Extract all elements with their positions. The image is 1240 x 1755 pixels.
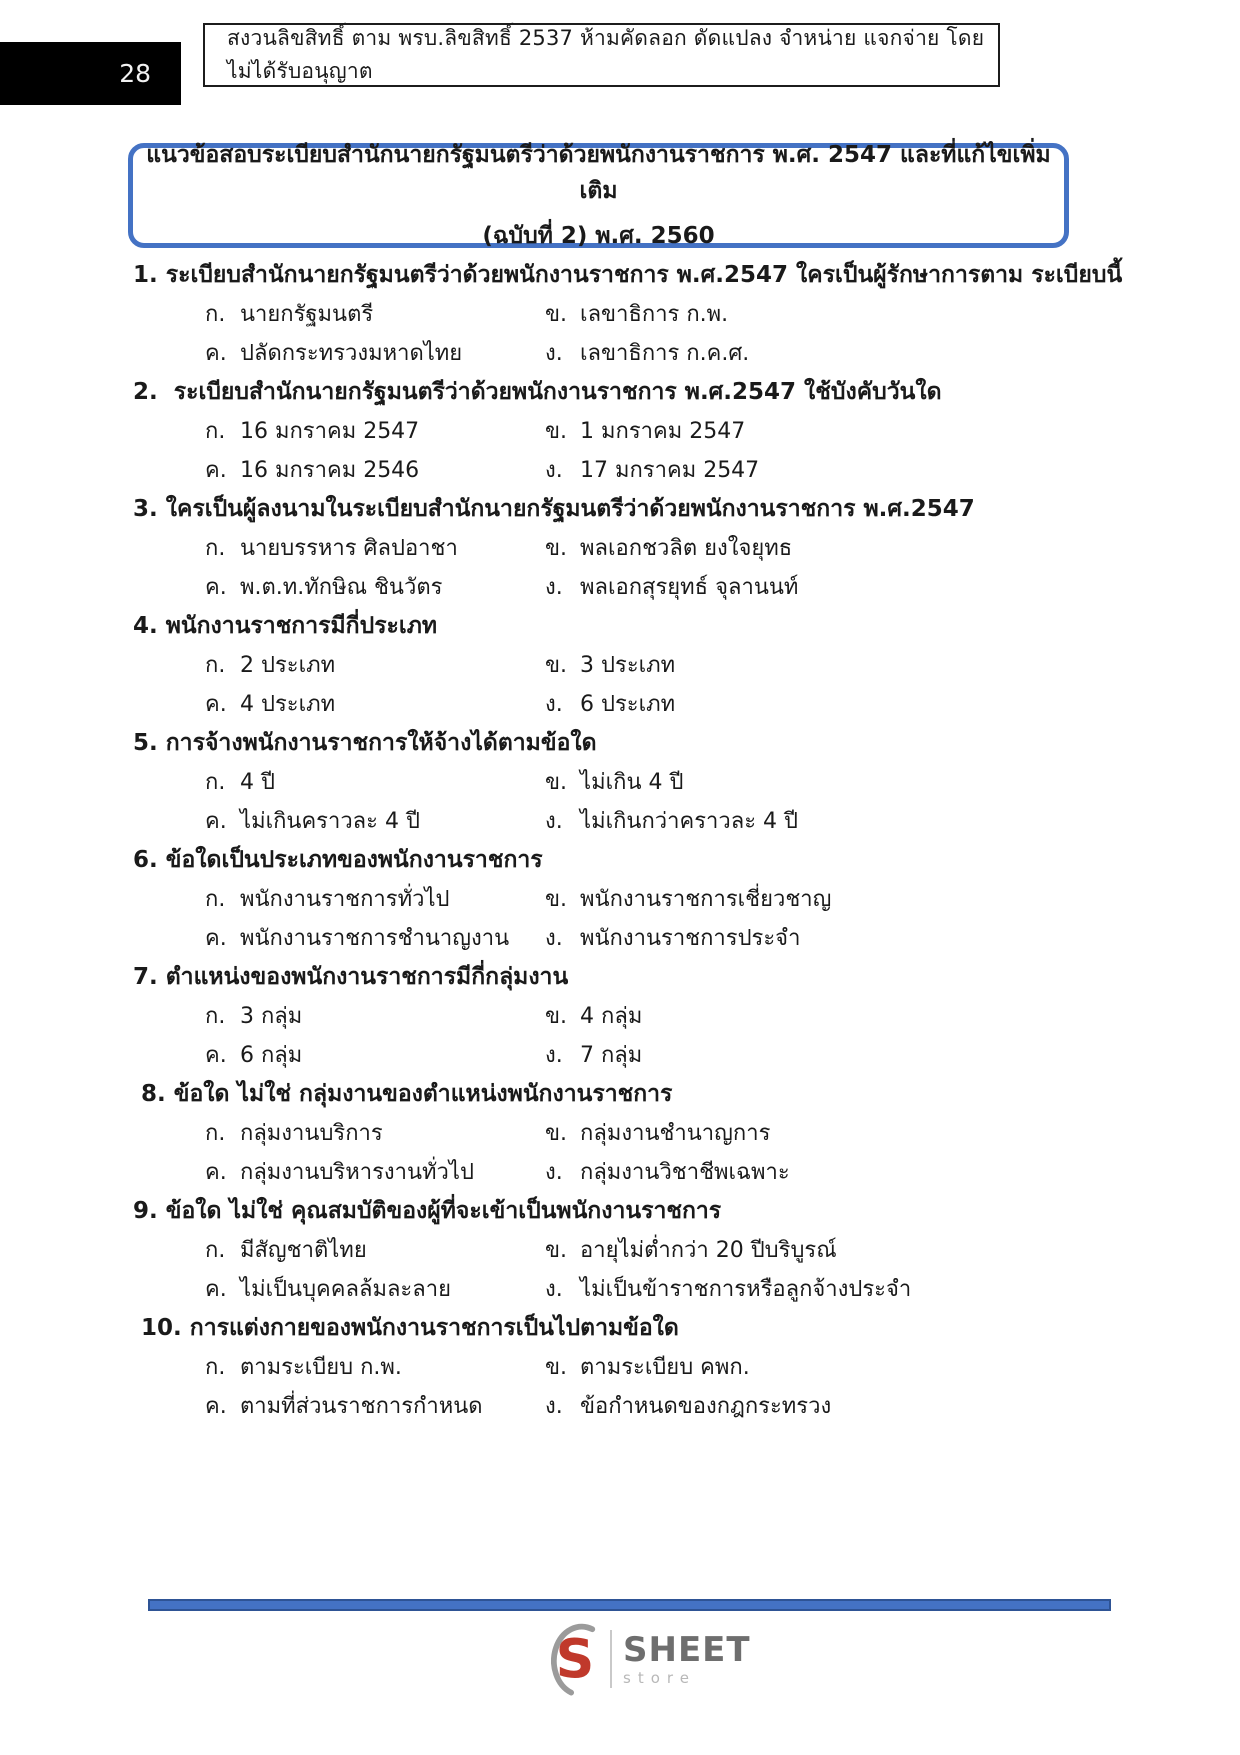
question-options <box>133 646 1128 724</box>
option-c <box>205 1387 545 1426</box>
option-c <box>205 1270 545 1309</box>
option-text: กลุ่มงานบริการ <box>240 1121 383 1146</box>
question-heading <box>133 256 1128 295</box>
question-block <box>133 607 1128 724</box>
option-text: ไม่เป็นข้าราชการหรือลูกจ้างประจำ <box>580 1277 912 1302</box>
question-block <box>133 256 1128 373</box>
copyright-notice: สงวนลิขสิทธิ์ ตาม พรบ.ลิขสิทธิ์ 2537 ห้ามคัดลอก ดัดแปลง จำหน่าย แจกจ่าย โดยไม่ได้รับอนุญาต <box>227 26 985 83</box>
option-text: 6 ประเภท <box>580 692 676 717</box>
option-d <box>545 334 1128 373</box>
option-a <box>205 1348 545 1387</box>
brand-name: SHEET <box>623 1629 751 1670</box>
question-heading <box>133 607 1128 646</box>
option-d <box>545 1270 1128 1309</box>
option-d <box>545 1387 1128 1426</box>
question-number: 5. <box>133 730 166 756</box>
question-number: 8. <box>133 1081 174 1107</box>
option-text: มีสัญชาติไทย <box>240 1238 367 1263</box>
option-text: ไม่เป็นบุคคลล้มละลาย <box>240 1277 451 1302</box>
sheet-store-logo-icon <box>551 1622 599 1696</box>
option-letter: ค. <box>205 341 227 366</box>
option-text: ตามระเบียบ คพก. <box>580 1355 750 1380</box>
option-text: 4 ประเภท <box>240 692 336 717</box>
option-b <box>545 1348 1128 1387</box>
option-text: ไม่เกินกว่าคราวละ 4 ปี <box>580 809 798 834</box>
option-d <box>545 1153 1128 1192</box>
option-letter: ข. <box>545 1121 568 1146</box>
option-letter: ง. <box>545 1394 563 1419</box>
option-letter: ง. <box>545 458 563 483</box>
question-options <box>133 997 1128 1075</box>
question-text: การแต่งกายของพนักงานราชการเป็นไปตามข้อใด <box>189 1315 679 1341</box>
logo-divider <box>610 1630 612 1688</box>
question-block <box>133 841 1128 958</box>
question-heading <box>133 1309 1128 1348</box>
option-letter: ค. <box>205 1160 227 1185</box>
option-text: พ.ต.ท.ทักษิณ ชินวัตร <box>240 575 443 600</box>
question-block <box>133 373 1128 490</box>
option-text: นายกรัฐมนตรี <box>240 302 374 327</box>
question-text: การจ้างพนักงานราชการให้จ้างได้ตามข้อใด <box>165 730 597 756</box>
option-text: กลุ่มงานวิชาชีพเฉพาะ <box>580 1160 790 1185</box>
option-text: พนักงานราชการชำนาญงาน <box>240 926 510 951</box>
question-heading <box>133 1192 1128 1231</box>
option-c <box>205 334 545 373</box>
question-block <box>133 958 1128 1075</box>
brand-subtitle: store <box>623 1668 696 1687</box>
option-b <box>545 295 1128 334</box>
option-c <box>205 568 545 607</box>
option-text: ปลัดกระทรวงมหาดไทย <box>240 341 463 366</box>
option-letter: ก. <box>205 887 226 912</box>
option-text: ไม่เกิน 4 ปี <box>580 770 684 795</box>
question-text: ข้อใดเป็นประเภทของพนักงานราชการ <box>165 847 543 873</box>
question-heading <box>133 1075 1128 1114</box>
option-text: พลเอกสุรยุทธ์ จุลานนท์ <box>580 575 799 600</box>
exam-title-box <box>128 143 1069 248</box>
option-text: อายุไม่ต่ำกว่า 20 ปีบริบูรณ์ <box>580 1238 837 1263</box>
option-c <box>205 919 545 958</box>
option-c <box>205 685 545 724</box>
question-block <box>133 490 1128 607</box>
option-text: ไม่เกินคราวละ 4 ปี <box>240 809 420 834</box>
option-text: เลขาธิการ ก.ค.ศ. <box>580 341 750 366</box>
question-text: ระเบียบสำนักนายกรัฐมนตรีว่าด้วยพนักงานราชการ พ.ศ.2547 ใครเป็นผู้รักษาการตาม ระเบียบนี้ <box>165 262 1123 288</box>
question-options <box>133 880 1128 958</box>
question-heading <box>133 490 1128 529</box>
exam-title-line2: (ฉบับที่ 2) พ.ศ. 2560 <box>482 223 715 249</box>
option-letter: ข. <box>545 1355 568 1380</box>
question-block <box>133 724 1128 841</box>
option-letter: ก. <box>205 770 226 795</box>
svg-text:S: S <box>555 1627 595 1691</box>
question-heading <box>133 841 1128 880</box>
option-b <box>545 529 1128 568</box>
option-letter: ค. <box>205 575 227 600</box>
option-letter: ง. <box>545 926 563 951</box>
option-text: นายบรรหาร ศิลปอาชา <box>240 536 458 561</box>
question-options <box>133 412 1128 490</box>
option-letter: ค. <box>205 1277 227 1302</box>
option-d <box>545 919 1128 958</box>
option-a <box>205 412 545 451</box>
option-text: กลุ่มงานชำนาญการ <box>580 1121 771 1146</box>
question-options <box>133 529 1128 607</box>
option-a <box>205 295 545 334</box>
option-letter: ง. <box>545 1160 563 1185</box>
option-text: พนักงานราชการประจำ <box>580 926 801 951</box>
option-letter: ข. <box>545 1238 568 1263</box>
option-letter: ก. <box>205 419 226 444</box>
option-letter: ค. <box>205 1043 227 1068</box>
question-number: 10. <box>133 1315 190 1341</box>
option-letter: ค. <box>205 692 227 717</box>
option-letter: ข. <box>545 302 568 327</box>
option-letter: ข. <box>545 653 568 678</box>
option-letter: ก. <box>205 1121 226 1146</box>
question-number: 3. <box>133 496 166 522</box>
copyright-notice-box <box>203 23 1000 87</box>
option-d <box>545 802 1128 841</box>
footer-divider-bar <box>148 1599 1111 1611</box>
option-text: ข้อกำหนดของกฎกระทรวง <box>580 1394 832 1419</box>
option-letter: ง. <box>545 575 563 600</box>
page-number: 28 <box>119 59 151 88</box>
option-a <box>205 997 545 1036</box>
option-letter: ก. <box>205 302 226 327</box>
option-letter: ข. <box>545 770 568 795</box>
option-letter: ข. <box>545 1004 568 1029</box>
question-heading <box>133 373 1128 412</box>
question-text: ระเบียบสำนักนายกรัฐมนตรีว่าด้วยพนักงานราชการ พ.ศ.2547 ใช้บังคับวันใด <box>173 379 942 405</box>
option-a <box>205 1114 545 1153</box>
questions-list <box>133 256 1128 1426</box>
option-b <box>545 997 1128 1036</box>
option-text: พนักงานราชการเชี่ยวชาญ <box>580 887 832 912</box>
question-options <box>133 295 1128 373</box>
option-a <box>205 763 545 802</box>
option-a <box>205 1231 545 1270</box>
question-options <box>133 1114 1128 1192</box>
question-number: 4. <box>133 613 166 639</box>
question-number: 1. <box>133 262 166 288</box>
question-number: 2. <box>133 379 174 405</box>
option-b <box>545 1114 1128 1153</box>
option-letter: ข. <box>545 419 568 444</box>
question-number: 7. <box>133 964 166 990</box>
option-letter: ก. <box>205 536 226 561</box>
option-letter: ง. <box>545 341 563 366</box>
question-options <box>133 763 1128 841</box>
option-text: พลเอกชวลิต ยงใจยุทธ <box>580 536 793 561</box>
option-text: 4 กลุ่ม <box>580 1004 643 1029</box>
option-letter: ก. <box>205 653 226 678</box>
option-c <box>205 451 545 490</box>
option-text: กลุ่มงานบริหารงานทั่วไป <box>240 1160 474 1185</box>
option-text: 3 ประเภท <box>580 653 676 678</box>
question-options <box>133 1348 1128 1426</box>
question-options <box>133 1231 1128 1309</box>
question-block <box>133 1309 1128 1426</box>
option-c <box>205 1153 545 1192</box>
option-b <box>545 646 1128 685</box>
option-text: ตามระเบียบ ก.พ. <box>240 1355 402 1380</box>
option-text: 1 มกราคม 2547 <box>580 419 746 444</box>
option-b <box>545 880 1128 919</box>
sheet-store-logo <box>551 1622 751 1696</box>
question-heading <box>133 958 1128 997</box>
option-letter: ค. <box>205 458 227 483</box>
question-text: พนักงานราชการมีกี่ประเภท <box>165 613 438 639</box>
option-text: 16 มกราคม 2546 <box>240 458 420 483</box>
option-text: ตามที่ส่วนราชการกำหนด <box>240 1394 483 1419</box>
option-d <box>545 568 1128 607</box>
option-text: เลขาธิการ ก.พ. <box>580 302 729 327</box>
option-text: พนักงานราชการทั่วไป <box>240 887 450 912</box>
option-letter: ค. <box>205 1394 227 1419</box>
option-letter: ง. <box>545 809 563 834</box>
option-a <box>205 880 545 919</box>
option-text: 4 ปี <box>240 770 275 795</box>
option-text: 16 มกราคม 2547 <box>240 419 420 444</box>
option-letter: ข. <box>545 536 568 561</box>
option-a <box>205 646 545 685</box>
exam-title-line1: แนวข้อสอบระเบียบสำนักนายกรัฐมนตรีว่าด้วยพนักงานราชการ พ.ศ. 2547 และที่แก้ไขเพิ่มเติม <box>146 142 1051 204</box>
option-letter: ก. <box>205 1355 226 1380</box>
question-number: 6. <box>133 847 166 873</box>
question-text: ข้อใด ไม่ใช่ คุณสมบัติของผู้ที่จะเข้าเป็นพนักงานราชการ <box>165 1198 722 1224</box>
option-b <box>545 763 1128 802</box>
option-letter: ก. <box>205 1238 226 1263</box>
option-letter: ค. <box>205 926 227 951</box>
option-d <box>545 451 1128 490</box>
option-text: 6 กลุ่ม <box>240 1043 303 1068</box>
option-letter: ค. <box>205 809 227 834</box>
option-c <box>205 802 545 841</box>
option-letter: ก. <box>205 1004 226 1029</box>
option-letter: ข. <box>545 887 568 912</box>
option-d <box>545 1036 1128 1075</box>
option-text: 17 มกราคม 2547 <box>580 458 760 483</box>
option-letter: ง. <box>545 1043 563 1068</box>
option-b <box>545 1231 1128 1270</box>
option-letter: ง. <box>545 1277 563 1302</box>
question-text: ตำแหน่งของพนักงานราชการมีกี่กลุ่มงาน <box>165 964 569 990</box>
option-text: 7 กลุ่ม <box>580 1043 643 1068</box>
question-number: 9. <box>133 1198 166 1224</box>
question-heading <box>133 724 1128 763</box>
option-a <box>205 529 545 568</box>
question-text: ใครเป็นผู้ลงนามในระเบียบสำนักนายกรัฐมนตรีว่าด้วยพนักงานราชการ พ.ศ.2547 <box>165 496 975 522</box>
option-text: 2 ประเภท <box>240 653 336 678</box>
option-letter: ง. <box>545 692 563 717</box>
option-b <box>545 412 1128 451</box>
option-text: 3 กลุ่ม <box>240 1004 303 1029</box>
logo-text <box>623 1629 751 1687</box>
option-d <box>545 685 1128 724</box>
question-block <box>133 1075 1128 1192</box>
question-block <box>133 1192 1128 1309</box>
option-c <box>205 1036 545 1075</box>
page-number-box <box>0 42 181 105</box>
question-text: ข้อใด ไม่ใช่ กลุ่มงานของตำแหน่งพนักงานราชการ <box>173 1081 673 1107</box>
